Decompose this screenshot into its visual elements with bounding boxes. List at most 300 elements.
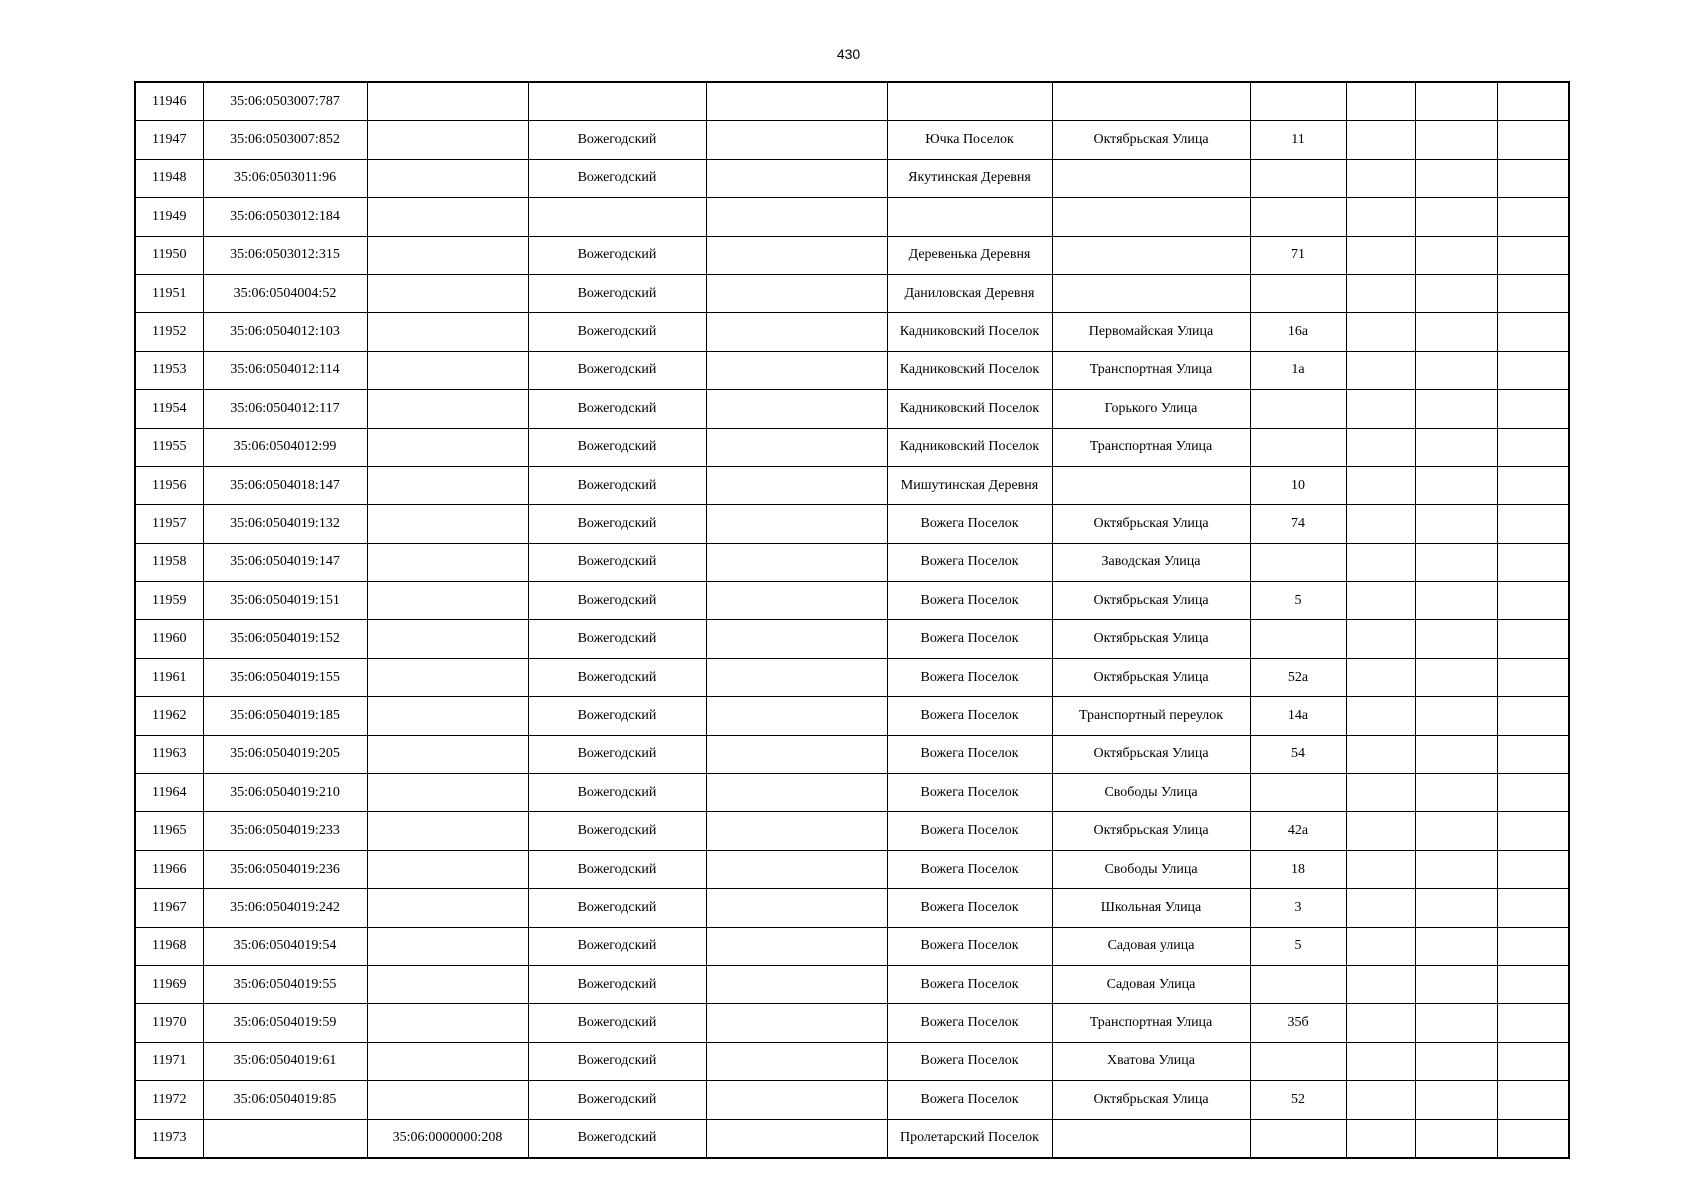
street-cell: Октябрьская Улица xyxy=(1052,735,1250,773)
structure-cell xyxy=(1415,428,1497,466)
parent-cadastral-number-cell xyxy=(367,505,528,543)
cadastral-number-cell: 35:06:0504019:236 xyxy=(203,850,367,888)
cadastral-number-cell: 35:06:0504019:152 xyxy=(203,620,367,658)
cadastral-number-cell: 35:06:0504012:99 xyxy=(203,428,367,466)
page-number: 430 xyxy=(836,46,861,62)
apartment-cell xyxy=(1497,274,1569,312)
structure-cell xyxy=(1415,812,1497,850)
table-row xyxy=(135,466,1569,504)
table-row xyxy=(135,1119,1569,1158)
building-cell xyxy=(1346,390,1415,428)
locality-cell: Вожега Поселок xyxy=(887,812,1052,850)
row-number-cell: 11951 xyxy=(135,274,203,312)
structure-cell xyxy=(1415,466,1497,504)
district-cell: Вожегодский xyxy=(528,1119,706,1158)
district-cell: Вожегодский xyxy=(528,582,706,620)
parent-cadastral-number-cell: 35:06:0000000:208 xyxy=(367,1119,528,1158)
parent-cadastral-number-cell xyxy=(367,82,528,121)
table-row xyxy=(135,82,1569,121)
district-cell: Вожегодский xyxy=(528,543,706,581)
cadastral-number-cell: 35:06:0504012:117 xyxy=(203,390,367,428)
street-cell xyxy=(1052,466,1250,504)
district-cell: Вожегодский xyxy=(528,658,706,696)
street-cell xyxy=(1052,82,1250,121)
municipality-cell xyxy=(706,313,887,351)
street-cell xyxy=(1052,1119,1250,1158)
apartment-cell xyxy=(1497,889,1569,927)
row-number-cell: 11961 xyxy=(135,658,203,696)
parent-cadastral-number-cell xyxy=(367,774,528,812)
parent-cadastral-number-cell xyxy=(367,159,528,197)
row-number-cell: 11962 xyxy=(135,697,203,735)
district-cell: Вожегодский xyxy=(528,965,706,1003)
municipality-cell xyxy=(706,198,887,236)
district-cell: Вожегодский xyxy=(528,159,706,197)
row-number-cell: 11965 xyxy=(135,812,203,850)
parent-cadastral-number-cell xyxy=(367,927,528,965)
structure-cell xyxy=(1415,198,1497,236)
building-cell xyxy=(1346,543,1415,581)
apartment-cell xyxy=(1497,159,1569,197)
district-cell: Вожегодский xyxy=(528,774,706,812)
table-row xyxy=(135,390,1569,428)
district-cell: Вожегодский xyxy=(528,351,706,389)
municipality-cell xyxy=(706,236,887,274)
building-cell xyxy=(1346,1119,1415,1158)
house-number-cell: 52а xyxy=(1250,658,1346,696)
row-number-cell: 11956 xyxy=(135,466,203,504)
building-cell xyxy=(1346,121,1415,159)
cadastral-number-cell: 35:06:0504019:55 xyxy=(203,965,367,1003)
locality-cell: Вожега Поселок xyxy=(887,735,1052,773)
municipality-cell xyxy=(706,274,887,312)
house-number-cell xyxy=(1250,159,1346,197)
street-cell: Школьная Улица xyxy=(1052,889,1250,927)
row-number-cell: 11960 xyxy=(135,620,203,658)
locality-cell: Кадниковский Поселок xyxy=(887,351,1052,389)
building-cell xyxy=(1346,313,1415,351)
district-cell: Вожегодский xyxy=(528,1042,706,1080)
apartment-cell xyxy=(1497,351,1569,389)
municipality-cell xyxy=(706,965,887,1003)
table-row xyxy=(135,313,1569,351)
row-number-cell: 11958 xyxy=(135,543,203,581)
street-cell: Октябрьская Улица xyxy=(1052,1081,1250,1119)
apartment-cell xyxy=(1497,927,1569,965)
house-number-cell xyxy=(1250,965,1346,1003)
municipality-cell xyxy=(706,82,887,121)
building-cell xyxy=(1346,274,1415,312)
building-cell xyxy=(1346,697,1415,735)
apartment-cell xyxy=(1497,697,1569,735)
structure-cell xyxy=(1415,351,1497,389)
municipality-cell xyxy=(706,658,887,696)
municipality-cell xyxy=(706,1042,887,1080)
apartment-cell xyxy=(1497,658,1569,696)
street-cell: Первомайская Улица xyxy=(1052,313,1250,351)
house-number-cell: 5 xyxy=(1250,927,1346,965)
locality-cell xyxy=(887,198,1052,236)
table-row xyxy=(135,351,1569,389)
apartment-cell xyxy=(1497,812,1569,850)
structure-cell xyxy=(1415,889,1497,927)
street-cell: Садовая Улица xyxy=(1052,965,1250,1003)
municipality-cell xyxy=(706,774,887,812)
house-number-cell xyxy=(1250,198,1346,236)
house-number-cell xyxy=(1250,543,1346,581)
structure-cell xyxy=(1415,313,1497,351)
cadastral-number-cell: 35:06:0504019:151 xyxy=(203,582,367,620)
cadastral-number-cell: 35:06:0503012:184 xyxy=(203,198,367,236)
building-cell xyxy=(1346,812,1415,850)
locality-cell: Вожега Поселок xyxy=(887,1081,1052,1119)
row-number-cell: 11955 xyxy=(135,428,203,466)
district-cell: Вожегодский xyxy=(528,428,706,466)
apartment-cell xyxy=(1497,620,1569,658)
parent-cadastral-number-cell xyxy=(367,466,528,504)
locality-cell xyxy=(887,82,1052,121)
table-row xyxy=(135,428,1569,466)
row-number-cell: 11972 xyxy=(135,1081,203,1119)
district-cell: Вожегодский xyxy=(528,390,706,428)
cadastral-number-cell: 35:06:0504019:185 xyxy=(203,697,367,735)
row-number-cell: 11954 xyxy=(135,390,203,428)
row-number-cell: 11971 xyxy=(135,1042,203,1080)
structure-cell xyxy=(1415,658,1497,696)
apartment-cell xyxy=(1497,121,1569,159)
apartment-cell xyxy=(1497,236,1569,274)
row-number-cell: 11957 xyxy=(135,505,203,543)
structure-cell xyxy=(1415,927,1497,965)
structure-cell xyxy=(1415,1081,1497,1119)
district-cell: Вожегодский xyxy=(528,1004,706,1042)
building-cell xyxy=(1346,965,1415,1003)
table-row xyxy=(135,735,1569,773)
table-row xyxy=(135,965,1569,1003)
building-cell xyxy=(1346,466,1415,504)
building-cell xyxy=(1346,774,1415,812)
district-cell: Вожегодский xyxy=(528,274,706,312)
table-row xyxy=(135,1042,1569,1080)
building-cell xyxy=(1346,159,1415,197)
building-cell xyxy=(1346,82,1415,121)
structure-cell xyxy=(1415,82,1497,121)
cadastral-number-cell: 35:06:0503007:852 xyxy=(203,121,367,159)
parent-cadastral-number-cell xyxy=(367,1081,528,1119)
municipality-cell xyxy=(706,505,887,543)
municipality-cell xyxy=(706,927,887,965)
building-cell xyxy=(1346,505,1415,543)
parent-cadastral-number-cell xyxy=(367,812,528,850)
locality-cell: Вожега Поселок xyxy=(887,1042,1052,1080)
row-number-cell: 11952 xyxy=(135,313,203,351)
municipality-cell xyxy=(706,812,887,850)
house-number-cell xyxy=(1250,428,1346,466)
row-number-cell: 11970 xyxy=(135,1004,203,1042)
structure-cell xyxy=(1415,582,1497,620)
row-number-cell: 11950 xyxy=(135,236,203,274)
structure-cell xyxy=(1415,390,1497,428)
district-cell xyxy=(528,82,706,121)
parent-cadastral-number-cell xyxy=(367,428,528,466)
house-number-cell: 74 xyxy=(1250,505,1346,543)
apartment-cell xyxy=(1497,850,1569,888)
cadastral-number-cell: 35:06:0504019:132 xyxy=(203,505,367,543)
parent-cadastral-number-cell xyxy=(367,965,528,1003)
locality-cell: Вожега Поселок xyxy=(887,505,1052,543)
structure-cell xyxy=(1415,1004,1497,1042)
house-number-cell: 52 xyxy=(1250,1081,1346,1119)
district-cell: Вожегодский xyxy=(528,812,706,850)
parent-cadastral-number-cell xyxy=(367,582,528,620)
structure-cell xyxy=(1415,1042,1497,1080)
apartment-cell xyxy=(1497,1042,1569,1080)
locality-cell: Вожега Поселок xyxy=(887,620,1052,658)
cadastral-number-cell: 35:06:0504019:155 xyxy=(203,658,367,696)
locality-cell: Вожега Поселок xyxy=(887,697,1052,735)
locality-cell: Вожега Поселок xyxy=(887,543,1052,581)
structure-cell xyxy=(1415,774,1497,812)
house-number-cell: 54 xyxy=(1250,735,1346,773)
structure-cell xyxy=(1415,505,1497,543)
parent-cadastral-number-cell xyxy=(367,351,528,389)
parent-cadastral-number-cell xyxy=(367,658,528,696)
apartment-cell xyxy=(1497,428,1569,466)
table-row xyxy=(135,505,1569,543)
house-number-cell xyxy=(1250,1042,1346,1080)
street-cell: Горького Улица xyxy=(1052,390,1250,428)
locality-cell: Кадниковский Поселок xyxy=(887,428,1052,466)
street-cell: Транспортная Улица xyxy=(1052,428,1250,466)
apartment-cell xyxy=(1497,965,1569,1003)
table-row xyxy=(135,198,1569,236)
table-row xyxy=(135,927,1569,965)
building-cell xyxy=(1346,927,1415,965)
district-cell: Вожегодский xyxy=(528,1081,706,1119)
locality-cell: Деревенька Деревня xyxy=(887,236,1052,274)
row-number-cell: 11953 xyxy=(135,351,203,389)
apartment-cell xyxy=(1497,735,1569,773)
row-number-cell: 11949 xyxy=(135,198,203,236)
district-cell: Вожегодский xyxy=(528,620,706,658)
municipality-cell xyxy=(706,1119,887,1158)
apartment-cell xyxy=(1497,1081,1569,1119)
cadastral-number-cell: 35:06:0504019:61 xyxy=(203,1042,367,1080)
district-cell: Вожегодский xyxy=(528,697,706,735)
parent-cadastral-number-cell xyxy=(367,850,528,888)
street-cell: Октябрьская Улица xyxy=(1052,658,1250,696)
municipality-cell xyxy=(706,1081,887,1119)
table-row xyxy=(135,236,1569,274)
locality-cell: Даниловская Деревня xyxy=(887,274,1052,312)
parent-cadastral-number-cell xyxy=(367,697,528,735)
street-cell: Заводская Улица xyxy=(1052,543,1250,581)
cadastral-number-cell: 35:06:0504019:54 xyxy=(203,927,367,965)
structure-cell xyxy=(1415,236,1497,274)
building-cell xyxy=(1346,1004,1415,1042)
district-cell xyxy=(528,198,706,236)
street-cell: Свободы Улица xyxy=(1052,850,1250,888)
cadastral-number-cell: 35:06:0504004:52 xyxy=(203,274,367,312)
building-cell xyxy=(1346,889,1415,927)
structure-cell xyxy=(1415,620,1497,658)
table-row xyxy=(135,697,1569,735)
house-number-cell xyxy=(1250,620,1346,658)
parent-cadastral-number-cell xyxy=(367,735,528,773)
table-body xyxy=(135,82,1569,1158)
district-cell: Вожегодский xyxy=(528,850,706,888)
cadastral-number-cell xyxy=(203,1119,367,1158)
building-cell xyxy=(1346,620,1415,658)
table-row xyxy=(135,1004,1569,1042)
building-cell xyxy=(1346,735,1415,773)
building-cell xyxy=(1346,428,1415,466)
street-cell: Октябрьская Улица xyxy=(1052,121,1250,159)
municipality-cell xyxy=(706,697,887,735)
apartment-cell xyxy=(1497,543,1569,581)
locality-cell: Мишутинская Деревня xyxy=(887,466,1052,504)
municipality-cell xyxy=(706,620,887,658)
cadastral-number-cell: 35:06:0504012:103 xyxy=(203,313,367,351)
structure-cell xyxy=(1415,735,1497,773)
building-cell xyxy=(1346,236,1415,274)
table-row xyxy=(135,1081,1569,1119)
municipality-cell xyxy=(706,159,887,197)
street-cell: Октябрьская Улица xyxy=(1052,620,1250,658)
structure-cell xyxy=(1415,274,1497,312)
street-cell: Свободы Улица xyxy=(1052,774,1250,812)
locality-cell: Вожега Поселок xyxy=(887,658,1052,696)
parent-cadastral-number-cell xyxy=(367,274,528,312)
cadastral-number-cell: 35:06:0503012:315 xyxy=(203,236,367,274)
cadastral-number-cell: 35:06:0504019:85 xyxy=(203,1081,367,1119)
locality-cell: Вожега Поселок xyxy=(887,774,1052,812)
parent-cadastral-number-cell xyxy=(367,121,528,159)
house-number-cell: 10 xyxy=(1250,466,1346,504)
house-number-cell xyxy=(1250,82,1346,121)
district-cell: Вожегодский xyxy=(528,889,706,927)
street-cell: Октябрьская Улица xyxy=(1052,505,1250,543)
structure-cell xyxy=(1415,1119,1497,1158)
building-cell xyxy=(1346,850,1415,888)
locality-cell: Вожега Поселок xyxy=(887,927,1052,965)
locality-cell: Якутинская Деревня xyxy=(887,159,1052,197)
house-number-cell: 35б xyxy=(1250,1004,1346,1042)
cadastral-number-cell: 35:06:0504019:59 xyxy=(203,1004,367,1042)
municipality-cell xyxy=(706,735,887,773)
house-number-cell xyxy=(1250,1119,1346,1158)
row-number-cell: 11947 xyxy=(135,121,203,159)
house-number-cell: 42а xyxy=(1250,812,1346,850)
street-cell: Транспортная Улица xyxy=(1052,1004,1250,1042)
row-number-cell: 11964 xyxy=(135,774,203,812)
structure-cell xyxy=(1415,697,1497,735)
district-cell: Вожегодский xyxy=(528,313,706,351)
structure-cell xyxy=(1415,850,1497,888)
cadastral-number-cell: 35:06:0504018:147 xyxy=(203,466,367,504)
district-cell: Вожегодский xyxy=(528,236,706,274)
cadastral-number-cell: 35:06:0504019:242 xyxy=(203,889,367,927)
cadastral-number-cell: 35:06:0504012:114 xyxy=(203,351,367,389)
district-cell: Вожегодский xyxy=(528,121,706,159)
apartment-cell xyxy=(1497,505,1569,543)
structure-cell xyxy=(1415,543,1497,581)
apartment-cell xyxy=(1497,774,1569,812)
table-row xyxy=(135,774,1569,812)
street-cell: Садовая улица xyxy=(1052,927,1250,965)
cadastral-number-cell: 35:06:0504019:205 xyxy=(203,735,367,773)
apartment-cell xyxy=(1497,313,1569,351)
street-cell: Октябрьская Улица xyxy=(1052,812,1250,850)
locality-cell: Кадниковский Поселок xyxy=(887,390,1052,428)
street-cell: Транспортный переулок xyxy=(1052,697,1250,735)
house-number-cell: 11 xyxy=(1250,121,1346,159)
row-number-cell: 11966 xyxy=(135,850,203,888)
district-cell: Вожегодский xyxy=(528,466,706,504)
locality-cell: Кадниковский Поселок xyxy=(887,313,1052,351)
cadastral-number-cell: 35:06:0504019:210 xyxy=(203,774,367,812)
cadastral-number-cell: 35:06:0503011:96 xyxy=(203,159,367,197)
municipality-cell xyxy=(706,850,887,888)
house-number-cell: 18 xyxy=(1250,850,1346,888)
cadastral-number-cell: 35:06:0504019:147 xyxy=(203,543,367,581)
apartment-cell xyxy=(1497,582,1569,620)
house-number-cell: 71 xyxy=(1250,236,1346,274)
street-cell xyxy=(1052,198,1250,236)
parent-cadastral-number-cell xyxy=(367,620,528,658)
apartment-cell xyxy=(1497,82,1569,121)
municipality-cell xyxy=(706,390,887,428)
apartment-cell xyxy=(1497,466,1569,504)
house-number-cell xyxy=(1250,274,1346,312)
municipality-cell xyxy=(706,466,887,504)
municipality-cell xyxy=(706,1004,887,1042)
house-number-cell xyxy=(1250,774,1346,812)
street-cell: Транспортная Улица xyxy=(1052,351,1250,389)
table-row xyxy=(135,889,1569,927)
structure-cell xyxy=(1415,121,1497,159)
street-cell xyxy=(1052,159,1250,197)
parent-cadastral-number-cell xyxy=(367,313,528,351)
structure-cell xyxy=(1415,965,1497,1003)
building-cell xyxy=(1346,1042,1415,1080)
locality-cell: Вожега Поселок xyxy=(887,850,1052,888)
parent-cadastral-number-cell xyxy=(367,543,528,581)
house-number-cell: 14а xyxy=(1250,697,1346,735)
street-cell: Октябрьская Улица xyxy=(1052,582,1250,620)
parent-cadastral-number-cell xyxy=(367,390,528,428)
row-number-cell: 11967 xyxy=(135,889,203,927)
apartment-cell xyxy=(1497,390,1569,428)
apartment-cell xyxy=(1497,1004,1569,1042)
row-number-cell: 11973 xyxy=(135,1119,203,1158)
row-number-cell: 11948 xyxy=(135,159,203,197)
municipality-cell xyxy=(706,582,887,620)
house-number-cell: 5 xyxy=(1250,582,1346,620)
municipality-cell xyxy=(706,889,887,927)
municipality-cell xyxy=(706,351,887,389)
parent-cadastral-number-cell xyxy=(367,236,528,274)
building-cell xyxy=(1346,198,1415,236)
building-cell xyxy=(1346,582,1415,620)
district-cell: Вожегодский xyxy=(528,735,706,773)
street-cell xyxy=(1052,236,1250,274)
house-number-cell: 1а xyxy=(1250,351,1346,389)
street-cell: Хватова Улица xyxy=(1052,1042,1250,1080)
locality-cell: Вожега Поселок xyxy=(887,582,1052,620)
structure-cell xyxy=(1415,159,1497,197)
table-row xyxy=(135,620,1569,658)
